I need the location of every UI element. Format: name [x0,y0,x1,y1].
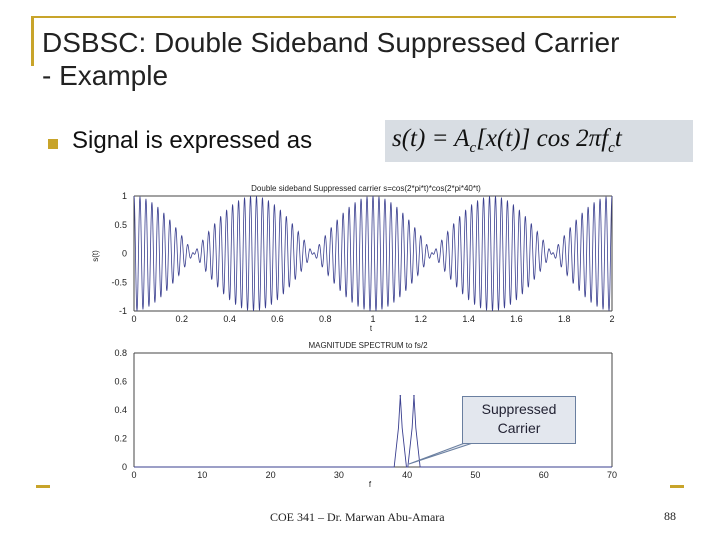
plot2-peak-point [400,395,402,397]
plot1-title: Double sideband Suppressed carrier s=cos(2*pi*t)*cos(2*pi*40*t) [251,184,481,193]
plot2-ytick-label: 0.4 [114,405,127,415]
plot2-xlabel: f [368,480,372,489]
slide-title-line1: DSBSC: Double Sideband Suppressed Carrier [42,27,620,58]
plot2-xtick-label: 50 [470,470,481,480]
plot1-ytick-label: 0.5 [114,219,127,230]
plot1-xtick-label: 0.8 [318,314,332,324]
equation-tail: t [614,125,622,152]
footer-text: COE 341 – Dr. Marwan Abu-Amara [270,510,445,524]
plot1-xticks [131,314,614,324]
equation-amp: A [454,125,470,152]
plot1-ylabel: s(t) [91,250,100,262]
plot1-xtick-label: 0.4 [223,314,236,324]
suppressed-carrier-callout [462,396,576,444]
plot1-xtick-label: 2 [609,314,615,324]
plot1-ytick-label: 1 [121,191,127,201]
equation-amp-sub: c [469,140,477,156]
callout-line2: Carrier [497,420,541,436]
footer-rule-left [36,485,50,488]
plot1-xtick-label: 1 [370,314,376,324]
plot2-xtick-label: 40 [402,470,413,480]
plot2-xtick-label: 0 [131,470,137,480]
plot1-xtick-label: 1.8 [557,314,571,324]
plot2-title: MAGNITUDE SPECTRUM to fs/2 [308,341,428,350]
footer-rule-right [670,485,684,488]
equation-lhs: s(t) = [392,125,455,152]
plot1-ytick-label: -0.5 [111,277,127,288]
plot1-xtick-label: 0.2 [175,314,189,324]
plot2-xtick-label: 30 [333,470,344,480]
plot1-signal-line [134,196,612,311]
plot1-yticks [111,191,127,316]
slide-title-line2: - Example [42,60,169,91]
plot1-xtick-label: 0.6 [271,314,284,324]
equation-f-sub: c [608,140,615,156]
plot1-series [134,196,612,311]
plot1-ytick-label: 0 [121,248,127,259]
plot2-xtick-label: 70 [606,470,618,480]
plot1-xtick-label: 1.2 [414,314,428,324]
plot1-xtick-label: 1.4 [462,314,475,324]
plot2-ytick-label: 0.6 [114,376,127,387]
plot2-yticks [114,348,127,472]
plot2-xtick-label: 20 [265,470,276,480]
plot2-xticks [131,470,617,480]
plot2-ytick-label: 0.8 [114,348,127,358]
plot1-ytick-label: -1 [118,306,127,316]
plot1-xtick-label: 1.6 [510,314,523,324]
plot1-xtick-label: 0 [131,314,137,324]
callout-line1: Suppressed [481,401,557,417]
plot2-ytick-label: 0 [121,462,127,472]
plot2-peak-point [413,395,415,397]
plot2-xtick-label: 60 [538,470,549,480]
plot1-xlabel: t [369,324,373,333]
plot2-xtick-label: 10 [197,470,208,480]
page-number: 88 [664,509,676,523]
bullet-text: Signal is expressed as [72,127,313,154]
equation-bracket: [x(t)] cos 2πf [476,125,609,152]
plot2-ytick-label: 0.2 [114,433,127,444]
